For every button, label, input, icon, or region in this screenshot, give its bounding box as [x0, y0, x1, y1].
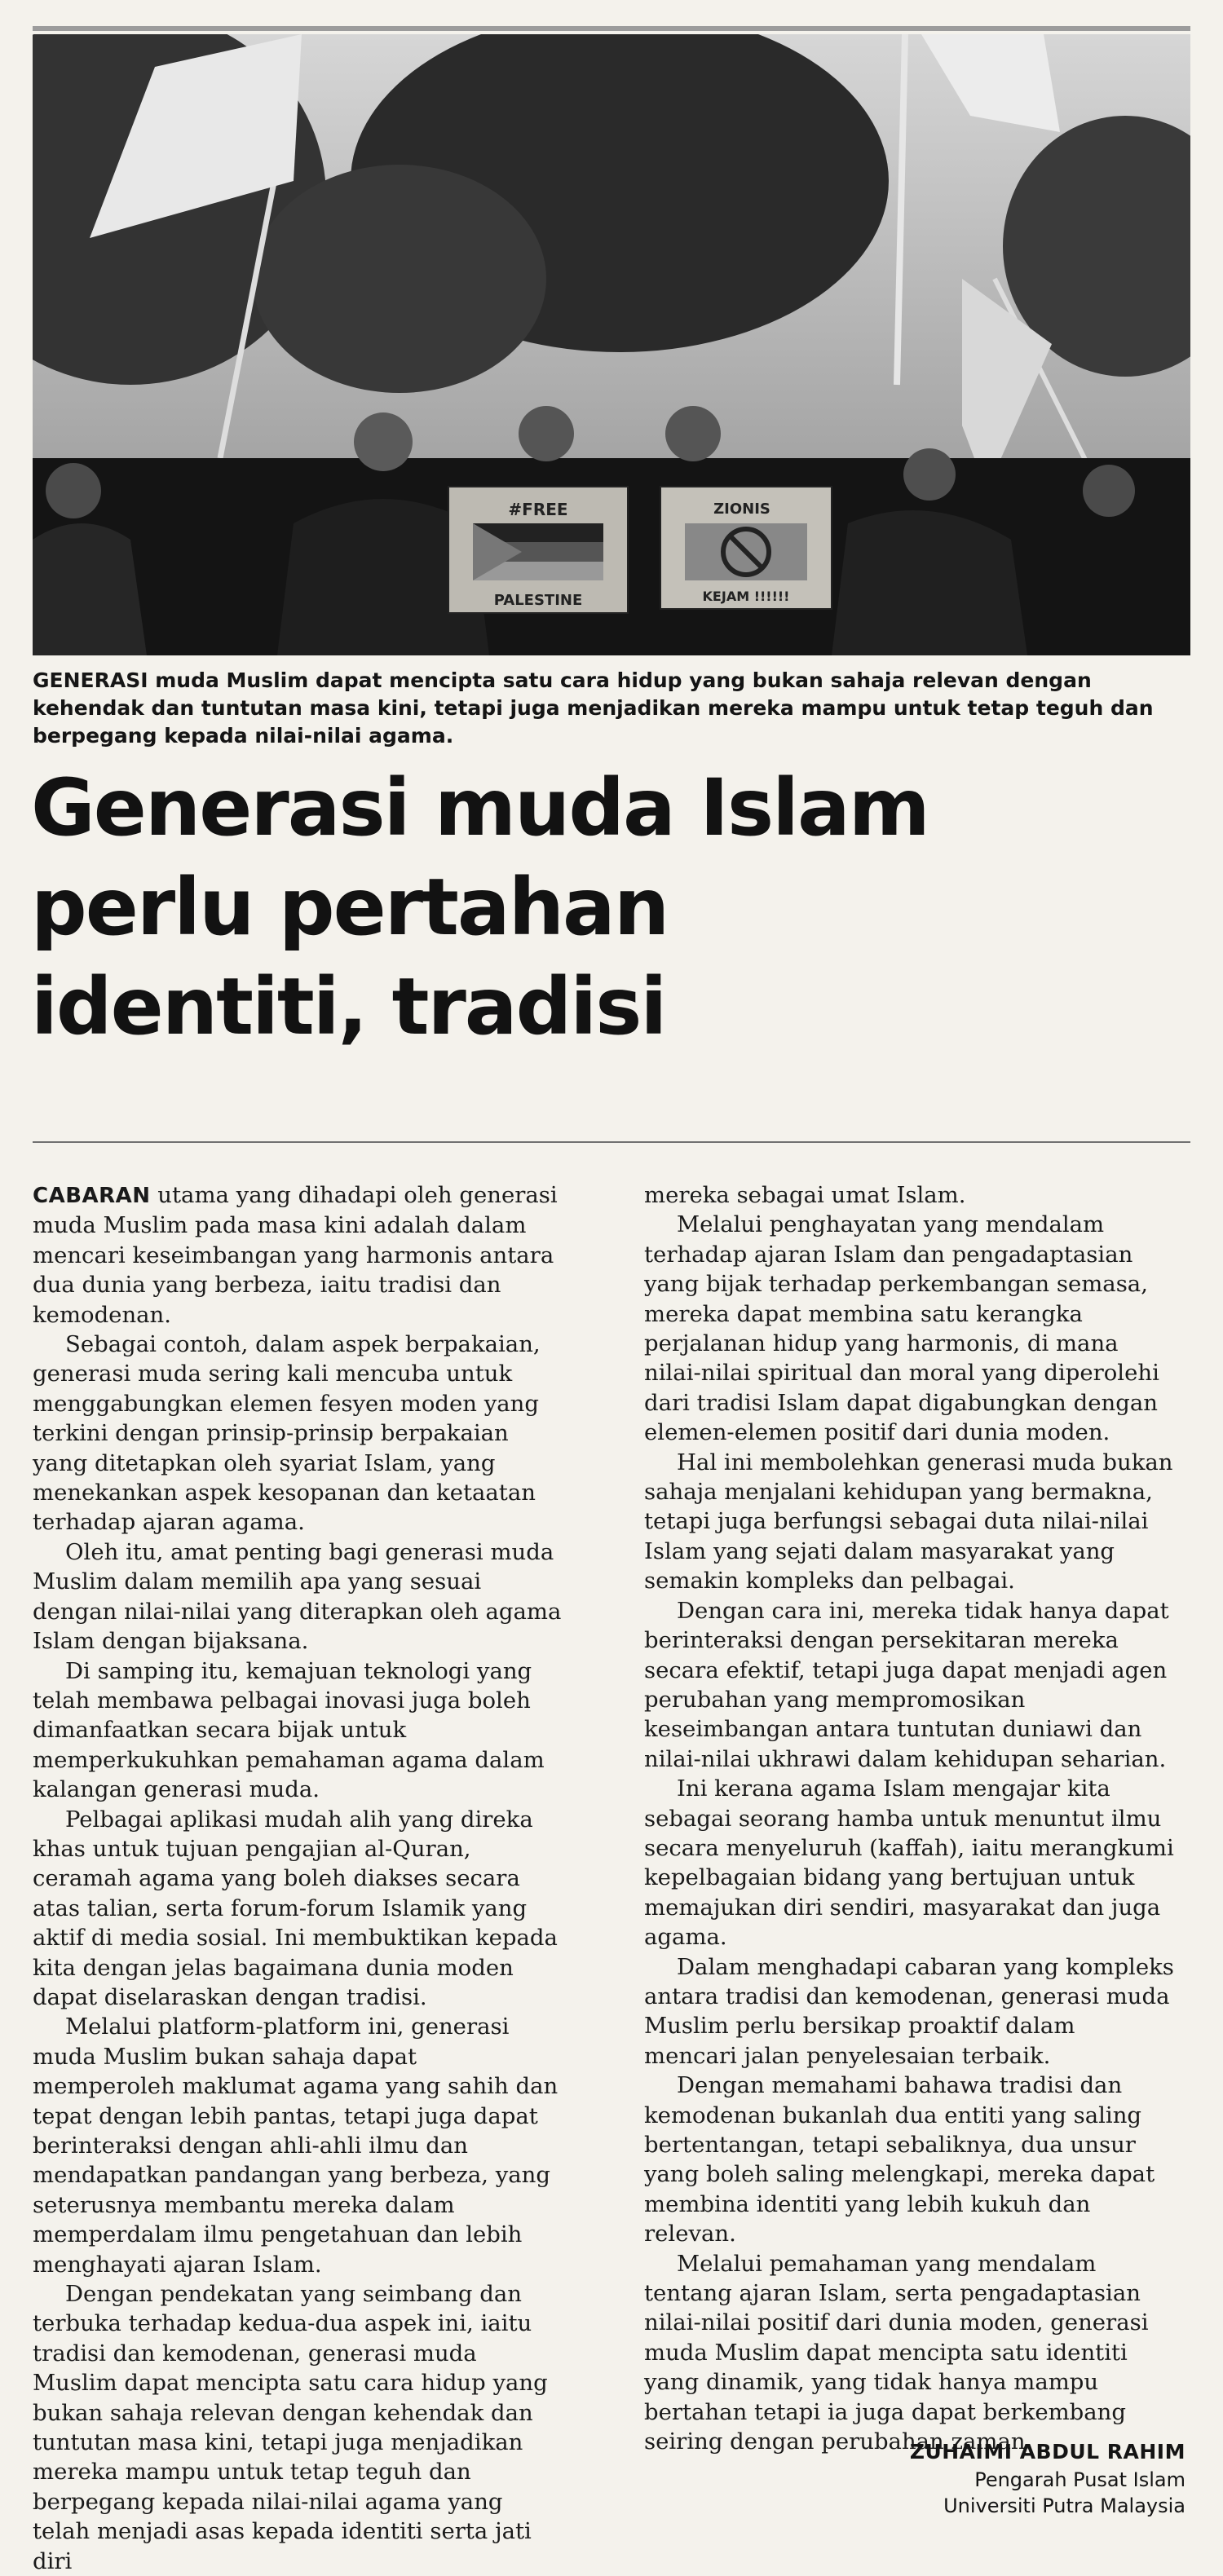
paragraph: Ini kerana agama Islam mengajar kita sebagai seorang hamba untuk menuntut ilmu secara menyeluruh (kaffah), iaitu merangkumi kepelbagaian bidang yang bertujuan untuk memajukan diri sendiri, masyarakat dan juga agama. — [644, 1775, 1174, 1951]
paragraph: mereka sebagai umat Islam. — [644, 1182, 966, 1208]
paragraph: Hal ini membolehkan generasi muda bukan sahaja menjalani kehidupan yang bermakna, tetapi juga berfungsi sebagai duta nilai-nilai Islam yang sejati dalam masyarakat yang semakin kompleks dan pelbagai. — [644, 1449, 1173, 1595]
paragraph: Melalui penghayatan yang mendalam terhadap ajaran Islam dan pengadaptasian yang bijak terhadap perkembangan semasa, mereka dapat membina satu kerangka perjalanan hidup yang harmonis, di mana nilai-nilai spiritual dan moral yang diperolehi dari tradisi Islam dapat digabungkan dengan elemen-elemen positif dari dunia moden. — [644, 1211, 1159, 1446]
article-column-right — [644, 1180, 1174, 2456]
paragraph: Melalui platform-platform ini, generasi muda Muslim bukan sahaja dapat memperoleh maklumat agama yang sahih dan tepat dengan lebih pantas, tetapi juga dapat berinteraksi dengan ahli-ahli ilmu dan mendapatkan pandangan yang berbeza, yang seterusnya membantu mereka dalam memperdalam ilmu pengetahuan dan lebih menghayati ajaran Islam. — [33, 2014, 559, 2278]
headline — [31, 758, 1197, 1056]
article-column-left — [33, 1180, 563, 2576]
paragraph: Oleh itu, amat penting bagi generasi muda Muslim dalam memilih apa yang sesuai dengan nilai-nilai yang diterapkan oleh agama Islam dengan bijaksana. — [33, 1538, 562, 1655]
photo-caption — [33, 667, 1190, 750]
sign-free-palestine — [448, 487, 628, 613]
svg-text:PALESTINE: PALESTINE — [493, 592, 583, 609]
paragraph: Di samping itu, kemajuan teknologi yang telah membawa pelbagai inovasi juga boleh dimanfaatkan secara bijak untuk memperkukuhkan pemahaman agama dalam kalangan generasi muda. — [33, 1657, 545, 1803]
headline-rule — [33, 1141, 1190, 1143]
headline-line-1: Generasi muda Islam — [31, 762, 929, 854]
author-name: ZUHAIMI ABDUL RAHIM — [909, 2440, 1185, 2464]
paragraph: CABARAN utama yang dihadapi oleh generasi muda Muslim pada masa kini adalah dalam mencari keseimbangan yang harmonis antara dua dunia yang berbeza, iaitu tradisi dan kemodenan. — [33, 1182, 558, 1328]
news-photo — [33, 34, 1190, 655]
author-institution: Universiti Putra Malaysia — [943, 2494, 1185, 2517]
caption-text: muda Muslim dapat mencipta satu cara hidup yang bukan sahaja relevan dengan kehendak dan tuntutan masa kini, tetapi juga menjadikan mereka mampu untuk tetap teguh dan berpegang kepada nilai-nilai agama. — [33, 668, 1154, 748]
svg-text:ZIONIS: ZIONIS — [713, 501, 770, 518]
author-role: Pengarah Pusat Islam — [974, 2468, 1185, 2491]
paragraph: Dengan memahami bahawa tradisi dan kemodenan bukanlah dua entiti yang saling bertentangan, tetapi sebaliknya, dua unsur yang boleh saling melengkapi, mereka dapat membina identiti yang lebih kukuh dan relevan. — [644, 2072, 1155, 2247]
protest-photo-icon — [33, 34, 1190, 655]
paragraph: Dengan pendekatan yang seimbang dan terbuka terhadap kedua-dua aspek ini, iaitu tradisi dan kemodenan, generasi muda Muslim dapat mencipta satu cara hidup yang bukan sahaja relevan dengan kehendak dan tuntutan masa kini, tetapi juga menjadikan mereka mampu untuk tetap teguh dan berpegang kepada nilai-nilai agama yang telah menjadi asas kepada identiti serta jati diri — [33, 2281, 548, 2574]
headline-line-2: perlu pertahan — [31, 862, 669, 953]
paragraph: Sebagai contoh, dalam aspek berpakaian, generasi muda sering kali mencuba untuk menggabungkan elemen fesyen moden yang terkini dengan prinsip-prinsip berpakaian yang ditetapkan oleh syariat Islam, yang menekankan aspek kesopanan dan ketaatan terhadap ajaran agama. — [33, 1331, 541, 1536]
paragraph: Dalam menghadapi cabaran yang kompleks antara tradisi dan kemodenan, generasi muda Muslim perlu bersikap proaktif dalam mencari jalan penyelesaian terbaik. — [644, 1953, 1174, 2069]
paragraph: Pelbagai aplikasi mudah alih yang direka khas untuk tujuan pengajian al-Quran, ceramah agama yang boleh diakses secara atas talian, serta forum-forum Islamik yang aktif di media sosial. Ini membuktikan kepada kita dengan jelas bagaimana dunia moden dapat diselaraskan dengan tradisi. — [33, 1806, 558, 2010]
lead-word: CABARAN — [33, 1184, 151, 1208]
paragraph: Melalui pemahaman yang mendalam tentang ajaran Islam, serta pengadaptasian nilai-nilai positif dari dunia moden, generasi muda Muslim dapat mencipta satu identiti yang dinamik, yang tidak hanya mampu bertahan tetapi ia juga dapat berkembang seiring dengan perubahan zaman. — [644, 2250, 1149, 2455]
top-rule — [33, 26, 1190, 31]
caption-lead: GENERASI — [33, 668, 148, 692]
svg-text:KEJAM !!!!!!: KEJAM !!!!!! — [702, 589, 790, 604]
sign-zionis-kejam — [660, 487, 832, 609]
author-byline — [910, 2437, 1185, 2519]
headline-line-3: identiti, tradisi — [31, 961, 666, 1052]
paragraph: Dengan cara ini, mereka tidak hanya dapat berinteraksi dengan persekitaran mereka secara efektif, tetapi juga dapat menjadi agen perubahan yang mempromosikan keseimbangan antara tuntutan duniawi dan nilai-nilai ukhrawi dalam kehidupan seharian. — [644, 1597, 1169, 1772]
svg-text:#FREE: #FREE — [508, 500, 568, 519]
